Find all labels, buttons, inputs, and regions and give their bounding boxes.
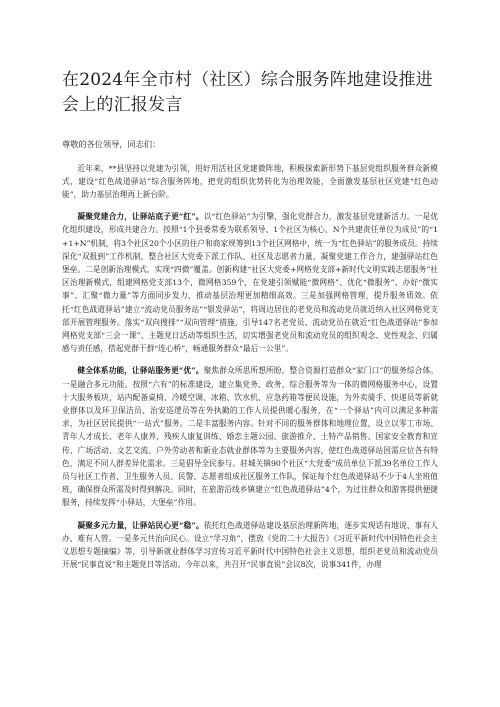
- paragraph-text: 依托红色战道驿站建设基层治理新阵地，逐步实现话有地说、事有人办、难有人管。一是多元共治向民心。设立“学习角”，摆放《党的二十大报告》《习近平新时代中国特色社会主义思想专题摘编》等，引导新就业群体学习宣传习近平新时代中国特色社会主义思想，组织老党员和流动党员开展“民事直说”和主题党日等活动。今年以来，共召开“民事直说”会议8次，说事341件，办理: [62, 520, 438, 570]
- paragraph-text: 近年来，**县坚持以党建为引领，用好用活社区党建微阵地，积极探索新形势下基层党组织服务群众新模式，建设“红色战道驿站”综合服务阵地，把党的组织优势转化为治理效能，全面激发基层社区党建“红色动能”，助力基层治理再上新台阶。: [62, 163, 438, 199]
- paragraph-text: 聚焦群众所思所想所盼，整合资源打造群众“家门口”的服务综合体。一是融合多元功能。按照“六有”的标准建设，建立集党务、政务、综合服务等为一体的微网格服务中心，设置十大服务板块，站内配备桌椅、冷暖空调、冰箱、饮水机、应急药箱等便民设施，为外卖骑手、快递员等新就业群体以及环卫保洁员、治安巡逻员等在外执勤的工作人员提供暖心服务，在“一个驿站”内可以满足多种需求，为社区居民提供“一站式”服务。二是丰富服务内容。针对不同的服务群体和地理位置，设立以零工市场、青年人才成长、老年人康养、残疾人康复训练、婚恋主题公园、旅游推介、土特产品销售、国家安全教育和宣传、广场活动、文艺交流、户外劳动者和新业态就业群体等为主要服务内容，使红色战道驿站因需应位各有特色，满足不同人群差异化需求。三是倡导全民参与。驻城关镇90个社区“大党委”成员单位下派39名单位工作人员与社区工作者、卫生服务人员、民警、志愿者组成社区服务工作队，保证每个红色战道驿站不少于4人坐班值班，确保群众所需及时得到解决。同时，在旅游沿线乡镇建立“红色战道驿站”4个，为过往群众和游客提供便捷服务，持续发挥“小驿站，大堡垒”作用。: [62, 366, 438, 508]
- section-heading: 凝聚多元力量，让驿站民心更“稳”。: [77, 520, 204, 530]
- section-heading: 凝聚党建合力，让驿站底子更“红”。: [77, 212, 204, 222]
- paragraph-section-3: [62, 519, 438, 572]
- document-title: 在2024年全市村（社区）综合服务阵地建设推进会上的汇报发言: [62, 70, 433, 115]
- paragraph-section-2: [62, 364, 438, 509]
- paragraph-section-1: [62, 210, 438, 355]
- paragraph-text: 以“红色驿站”为引擎，强化党群合力，激发基层党建新活力。一是优化组织建设，形成共建合力。按照“1个县委常委为联系领导、1个社区为核心、N个共建责任单位为成员”的“1+1+N”机制，将3个社区20个小区的住户和商家规筹到13个社区网格中，统一为“红色驿站”的服务成员。持续深化“双报到”工作机制，整合社区大党委下派工作队、社区及志愿者力量，凝聚党建工作合力，建强驿站红色堡垒。二是创新治理模式，实现“四微”覆盖。创新构建“社区大党委+网格党支部+新时代文明实践志愿服务”社区治理新模式，组建网格党支部13个，微网格359个，在党建引领赋能“微网格”、优化“微服务”、办好“微实事”、汇聚“微力量”等方面同步发力，推动基层治理更加精细高效。三是加强网格管理，提升服务质效。依托“红色战道驿站”建立“流动党员服务站”“银发驿站”，将周边居住的老党员和流动党员就近纳入社区网格党支部开展管理服务。落实“双向搜排”“双向管理”措施，引导147名老党员、流动党员在就近“红色战道驿站”参加网格党支部“三会一课”、主题党日活动等组织生活，切实增强老党员和流动党员的组织观念、党性观念、归属感与责任感，搭起党群干群“连心桥”，畅通服务群众“最后一公里”。: [62, 212, 438, 354]
- salutation: 尊敬的各位领导，同志们：: [62, 139, 161, 149]
- paragraph-intro: [62, 162, 438, 202]
- section-heading: 健全体系功能，让驿站服务更“优”。: [77, 366, 204, 376]
